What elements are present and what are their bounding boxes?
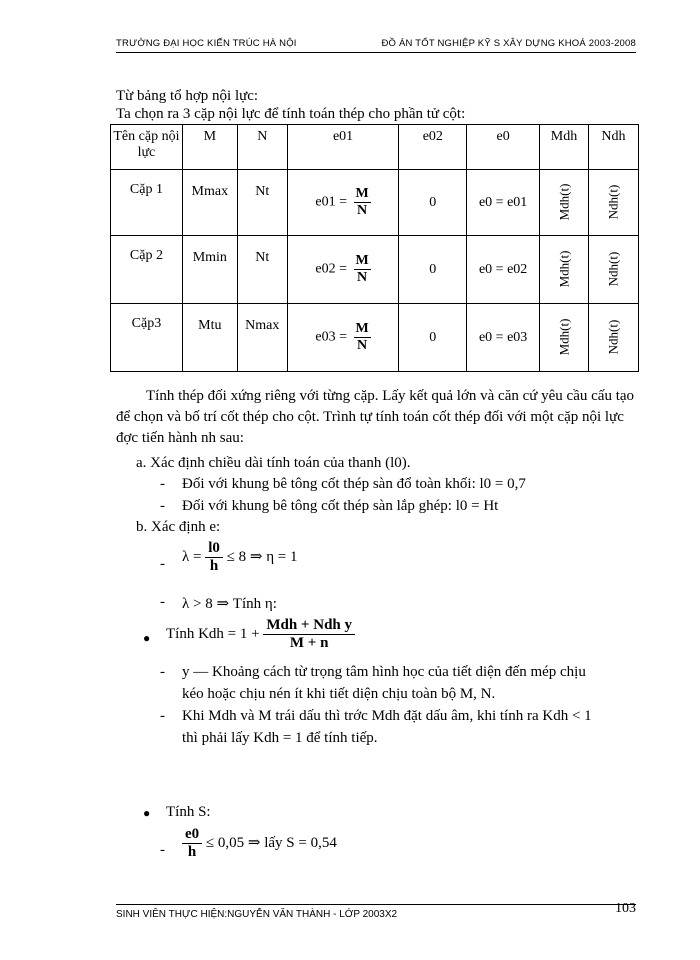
lambda-label: λ = [182,548,202,565]
th-e0: e0 [467,125,540,170]
e01-label: e01 = [315,194,347,210]
row-n: Nmax [237,304,287,372]
e01-fraction [354,321,371,354]
row-ndh [588,304,638,372]
table-row [111,236,639,304]
row-mdh [540,170,589,236]
dash: - [160,708,165,724]
ndh-vertical: Ndh(t) [605,251,621,287]
ndh-vertical: Ndh(t) [605,184,621,220]
frac-den: N [357,338,368,353]
bullet-icon: ● [143,806,151,820]
row-m: Mtu [182,304,237,372]
e0-over-h-fraction [182,826,202,861]
row-e01 [287,304,399,372]
row-n: Nt [237,236,287,304]
paragraph-method: Tính thép đối xứng riêng với từng cặp. Lấy kết quả lớn và căn cứ yêu cầu cấu tạo để chọn và bố trí cốt thép cho cột. Trình tự tính toán cốt thép đối với một cặp nội lực đợc tiến hành nh sau: [116,388,635,446]
row-e01 [287,170,399,236]
row-e02: 0 [399,236,467,304]
s-rest: ≤ 0,05 ⇒ lấy S = 0,54 [205,834,337,851]
formula-s [182,826,337,861]
y-definition-2: kéo hoặc chịu nén ít khi tiết diện chịu toàn bộ M, N. [182,686,496,702]
frac-den: h [209,558,219,574]
row-m: Mmin [182,236,237,304]
dash: - [160,594,165,610]
page-number: 103 [615,901,636,916]
item-a1: Đối với khung bê tông cốt thép sàn đổ toàn khối: l0 = 0,7 [182,476,526,492]
header-right: ĐỒ ÁN TỐT NGHIỆP KỸ S XÂY DỰNG KHOÁ 2003-2008 [381,38,636,49]
intro-line-2: Ta chọn ra 3 cặp nội lực để tính toán thép cho phần tử cột: [116,106,466,122]
row-name: Cặp3 [111,304,183,372]
row-e02: 0 [399,170,467,236]
table-row [111,170,639,236]
item-a2: Đối với khung bê tông cốt thép sàn lắp ghép: l0 = Ht [182,498,499,514]
th-e02: e02 [399,125,467,170]
mdh-vertical: Mdh(t) [556,318,571,356]
th-mdh: Mdh [540,125,589,170]
table-header-row [111,125,639,170]
header-left: TRƯỜNG ĐẠI HỌC KIẾN TRÚC HÀ NỘI [116,38,297,49]
row-mdh [540,236,589,304]
frac-num: l0 [205,540,223,558]
lambda-rest: ≤ 8 ⇒ η = 1 [226,548,298,565]
e01-label: e03 = [315,329,347,345]
formula-lambda-gt-8: λ > 8 ⇒ Tính η: [182,596,277,612]
l0-over-h-fraction [205,540,223,575]
sign-rule-1: Khi Mdh và M trái dấu thì trớc Mdh đặt dấu âm, khi tính ra Kdh < 1 [182,708,592,724]
mdh-vertical: Mdh(t) [556,250,571,288]
item-a: a. Xác định chiều dài tính toán của thanh (l0). [136,455,411,471]
dash: - [160,498,165,514]
kdh-fraction [263,617,355,652]
tinh-s-label: Tính S: [166,804,211,820]
th-ndh: Ndh [588,125,638,170]
formula-lambda-le-8 [182,540,298,575]
row-n: Nt [237,170,287,236]
page-header [116,36,636,53]
row-mdh [540,304,589,372]
e01-label: e02 = [315,261,347,277]
row-e0: e0 = e01 [467,170,540,236]
frac-den: h [187,844,197,860]
table-row [111,304,639,372]
row-name: Cặp 1 [111,170,183,236]
frac-num: M [355,253,369,268]
kdh-label: Tính Kdh = 1 + [166,625,260,642]
dash: - [160,556,165,572]
e01-fraction [354,253,371,286]
page-footer [116,901,636,925]
formula-kdh [166,617,355,652]
row-e02: 0 [399,304,467,372]
dash: - [160,476,165,492]
frac-num: M [355,186,369,201]
y-definition-1: y — Khoảng cách từ trọng tâm hình học của tiết diện đến mép chịu [182,664,586,680]
intro-line-1: Từ bảng tổ hợp nội lực: [116,88,259,104]
row-e0: e0 = e03 [467,304,540,372]
frac-den: N [357,270,368,285]
row-e0: e0 = e02 [467,236,540,304]
th-e01: e01 [287,125,399,170]
row-e01 [287,236,399,304]
dash: - [160,664,165,680]
frac-den: M + n [289,635,329,651]
frac-num: M [355,321,369,336]
bullet-icon: ● [143,631,151,645]
item-b: b. Xác định e: [136,519,221,535]
th-m: M [182,125,237,170]
row-ndh [588,236,638,304]
row-m: Mmax [182,170,237,236]
th-name: Tên cặp nội lực [111,125,183,170]
mdh-vertical: Mdh(t) [556,183,571,221]
th-n: N [237,125,287,170]
frac-num: e0 [182,826,202,844]
dash: - [160,842,165,858]
ndh-vertical: Ndh(t) [605,319,621,355]
e01-fraction [354,186,371,219]
frac-den: N [357,203,368,218]
footer-left: SINH VIÊN THỰC HIỆN:NGUYỄN VĂN THÀNH - LỚP 2003X2 [116,909,398,920]
sign-rule-2: thì phải lấy Kdh = 1 để tính tiếp. [182,730,378,746]
frac-num: Mdh + Ndh y [263,617,355,635]
row-name: Cặp 2 [111,236,183,304]
force-pairs-table [110,124,639,372]
row-ndh [588,170,638,236]
